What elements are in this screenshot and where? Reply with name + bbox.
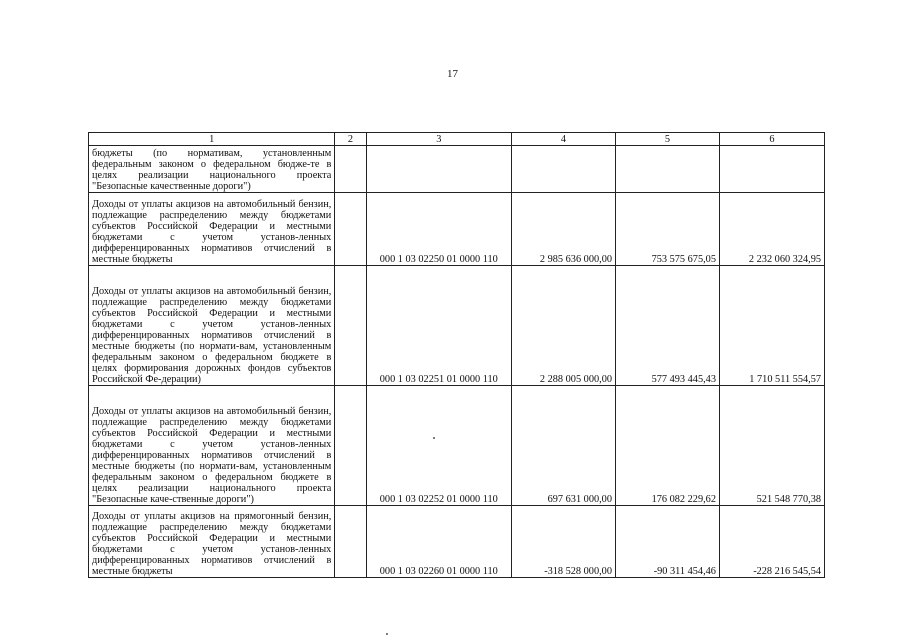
- row-value-col5: 753 575 675,05: [615, 193, 719, 266]
- row-value-col4: 2 985 636 000,00: [512, 193, 616, 266]
- row-value-col5: 176 082 229,62: [615, 386, 719, 506]
- row-description: бюджеты (по нормативам, установленным федеральным законом о федеральном бюдже-те в целях реализации национального проекта "Безопасные качественные дороги"): [89, 146, 335, 193]
- row-value-col4: 697 631 000,00: [512, 386, 616, 506]
- table-row: [89, 266, 825, 386]
- column-header-1: 1: [89, 133, 335, 146]
- row-col2: [335, 266, 366, 386]
- row-value-col4: -318 528 000,00: [512, 506, 616, 578]
- row-col2: [335, 193, 366, 266]
- row-value-col6: [719, 146, 824, 193]
- row-value-col4: 2 288 005 000,00: [512, 266, 616, 386]
- table-row: [89, 146, 825, 193]
- row-description: Доходы от уплаты акцизов на автомобильный бензин, подлежащие распределению между бюджетами субъектов Российской Федерации и местными бюджетами с учетом установ-ленных дифференцированных нормативов отчислений в местные бюджеты (по нормати-вам, установленным федеральным законом о федеральном бюджете в целях реализации национального проекта "Безопасные каче-ственные дороги"): [89, 386, 335, 506]
- column-header-6: 6: [719, 133, 824, 146]
- row-description: Доходы от уплаты акцизов на автомобильный бензин, подлежащие распределению между бюджетами субъектов Российской Федерации и местными бюджетами с учетом установ-ленных дифференцированных нормативов отчислений в местные бюджеты (по нормати-вам, установленным федеральным законом о федеральном бюджете в целях формирования дорожных фондов субъектов Российской Фе-дерации): [89, 266, 335, 386]
- row-value-col5: 577 493 445,43: [615, 266, 719, 386]
- row-description: Доходы от уплаты акцизов на прямогонный бензин, подлежащие распределению между бюджетами субъектов Российской Федерации и местными бюджетами с учетом установ-ленных дифференцированных нормативов отчислений в местные бюджеты: [89, 506, 335, 578]
- table-row: [89, 506, 825, 578]
- row-code: 000 1 03 02251 01 0000 110: [366, 266, 511, 386]
- table-header-row: [89, 133, 825, 146]
- page-number: 17: [447, 68, 458, 80]
- row-value-col6: 1 710 511 554,57: [719, 266, 824, 386]
- row-col2: [335, 386, 366, 506]
- row-code: [366, 146, 511, 193]
- column-header-4: 4: [512, 133, 616, 146]
- row-col2: [335, 146, 366, 193]
- row-value-col5: -90 311 454,46: [615, 506, 719, 578]
- column-header-5: 5: [615, 133, 719, 146]
- row-code: 000 1 03 02252 01 0000 110: [366, 386, 511, 506]
- row-value-col4: [512, 146, 616, 193]
- row-value-col6: 2 232 060 324,95: [719, 193, 824, 266]
- row-code: 000 1 03 02260 01 0000 110: [366, 506, 511, 578]
- budget-revenue-table: [88, 132, 825, 578]
- row-value-col6: 521 548 770,38: [719, 386, 824, 506]
- row-col2: [335, 506, 366, 578]
- column-header-2: 2: [335, 133, 366, 146]
- row-value-col5: [615, 146, 719, 193]
- table-row: [89, 386, 825, 506]
- column-header-3: 3: [366, 133, 511, 146]
- row-description: Доходы от уплаты акцизов на автомобильный бензин, подлежащие распределению между бюджетами субъектов Российской Федерации и местными бюджетами с учетом установ-ленных дифференцированных нормативов отчислений в местные бюджеты: [89, 193, 335, 266]
- table-row: [89, 193, 825, 266]
- row-value-col6: -228 216 545,54: [719, 506, 824, 578]
- scan-speck: [386, 633, 388, 635]
- scan-speck: [433, 437, 435, 439]
- row-code: 000 1 03 02250 01 0000 110: [366, 193, 511, 266]
